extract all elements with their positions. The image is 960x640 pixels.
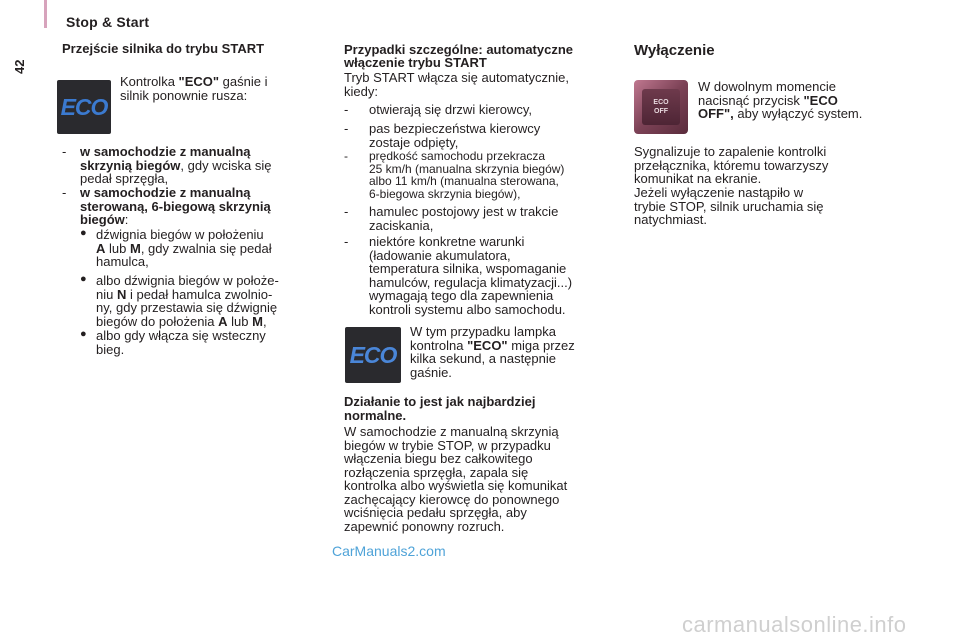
eco-icon-label: ECO bbox=[60, 93, 108, 120]
list-item: - prędkość samochodu przekracza 25 km/h (manualna skrzynia biegów) albo 11 km/h (manualna sterowana, 6-biegowa skrzynia biegów), bbox=[344, 149, 565, 201]
eco-off-button-icon bbox=[634, 80, 688, 134]
list-item: - w samochodzie z manualną skrzynią biegów, gdy wciska się pedał sprzęgła, bbox=[62, 144, 272, 186]
col1-heading: Przejście silnika do trybu START bbox=[62, 41, 265, 56]
eco-indicator-icon bbox=[345, 327, 401, 383]
eco-off-label-off: OFF bbox=[654, 108, 668, 115]
page-number: 42 bbox=[12, 59, 27, 74]
col3-paragraph-1: Sygnalizuje to zapalenie kontrolki przełącznika, któremu towarzyszy komunikat na ekranie. bbox=[634, 144, 829, 186]
list-item: - pas bezpieczeństwa kierowcy zostaje odpięty, bbox=[344, 121, 541, 150]
watermark-link[interactable]: CarManuals2.com bbox=[332, 543, 446, 559]
col3-paragraph-2: Jeżeli wyłączenie nastąpiło w trybie STOP, silnik uruchamia się natychmiast. bbox=[634, 185, 824, 227]
eco-icon-label: ECO bbox=[349, 341, 397, 368]
col3-heading: Wyłączenie bbox=[634, 42, 715, 59]
col2-heading-normal: Działanie to jest jak najbardziej normalne. bbox=[344, 394, 536, 423]
col2-paragraph: W samochodzie z manualną skrzynią biegów w trybie STOP, w przypadku włączenia biegu bez całkowitego rozłączenia sprzęgła, zapala się kontrolka albo wyświetla się komunikat zachęcający kierowcę do ponownego wciśnięcia pedału sprzęgła, aby zapewnić ponowny rozruch. bbox=[344, 424, 568, 534]
watermark-text: carmanualsonline.info bbox=[682, 612, 907, 637]
sub-list-item: ● albo gdy włącza się wsteczny bieg. bbox=[80, 328, 266, 357]
col2-heading: Przypadki szczególne: automatyczne włączenie trybu START bbox=[344, 42, 574, 70]
col2-note: W tym przypadku lampka kontrolna "ECO" miga przez kilka sekund, a następnie gaśnie. bbox=[410, 324, 575, 380]
list-item: - niektóre konkretne warunki (ładowanie akumulatora, temperatura silnika, wspomaganie hamulców, regulacja klimatyzacji...) wymagają tego dla zapewnienia kontroli systemu albo samochodu. bbox=[344, 234, 573, 317]
sub-list-item: ● albo dźwignia biegów w położe- niu N i pedał hamulca zwolnio- ny, gdy przestawia się dźwignię biegów do położenia A lub M, bbox=[80, 273, 279, 329]
eco-indicator-icon bbox=[57, 80, 111, 134]
sub-list-item: ● dźwignia biegów w położeniu A lub M, gdy zwalnia się pedał hamulca, bbox=[80, 227, 272, 269]
col2-intro: Tryb START włącza się automatycznie, kiedy: bbox=[344, 70, 569, 99]
eco-off-label-eco: ECO bbox=[653, 99, 669, 106]
list-item: - w samochodzie z manualną sterowaną, 6-biegową skrzynią biegów: bbox=[62, 185, 271, 227]
list-item: - hamulec postojowy jest w trakcie zaciskania, bbox=[344, 204, 559, 233]
col3-intro: W dowolnym momencie nacisnąć przycisk "ECO OFF", aby wyłączyć system. bbox=[698, 79, 863, 121]
list-item: - otwierają się drzwi kierowcy, bbox=[344, 102, 533, 117]
col1-intro: Kontrolka "ECO" gaśnie i silnik ponownie rusza: bbox=[120, 74, 268, 103]
section-title: Stop & Start bbox=[66, 14, 150, 30]
header-accent-line bbox=[44, 0, 47, 28]
